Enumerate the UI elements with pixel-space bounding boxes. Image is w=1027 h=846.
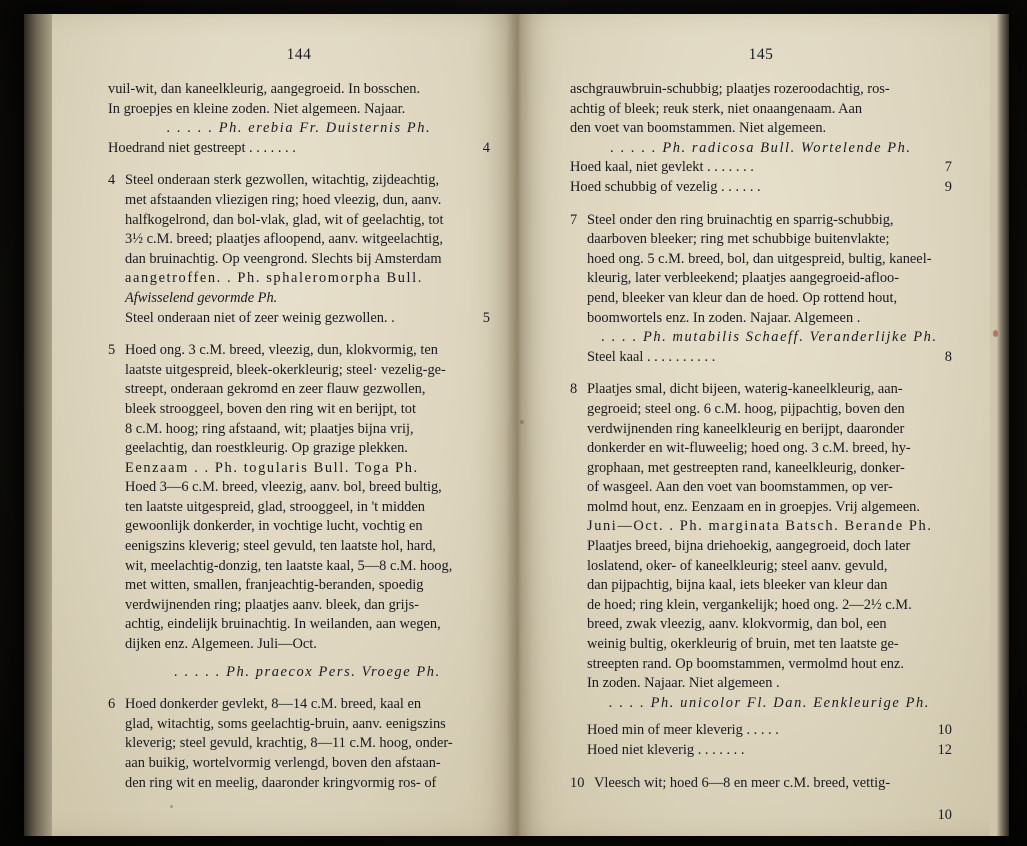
species-reference: . . . . . Ph. radicosa Bull. Wortelende Ph. xyxy=(610,139,912,156)
entry-line: In groepjes en kleine zoden. Niet algemeen. Najaar. xyxy=(108,100,406,117)
catch-number: 10 xyxy=(937,807,952,824)
entry-line: den ring wit en meelig, daaronder kringvormig ros- of xyxy=(125,774,437,791)
entry-6 xyxy=(108,695,490,793)
key-line xyxy=(570,158,952,178)
entry-line: laatste uitgespreid, bleek-okerkleurig; steel· vezelig-ge- xyxy=(125,361,446,378)
entry-line: 3½ c.M. breed; plaatjes afloopend, aanv. witgeelachtig, xyxy=(125,231,443,248)
entry-line: wit, meelachtig-donzig, ten laatste kaal, 5—8 c.M. hoog, xyxy=(125,557,453,574)
species-reference: . . . . Ph. unicolor Fl. Dan. Eenkleurige Ph. xyxy=(609,694,930,711)
book-edge-left xyxy=(24,14,54,836)
entry-line: dan pijpachtig, bijna kaal, iets bleeker van kleur dan xyxy=(587,577,888,594)
entry-line: Steel onder den ring bruinachtig en sparrig-schubbig, xyxy=(587,211,894,228)
page-number-left: 144 xyxy=(286,46,312,63)
key-text: Hoed min of meer kleverig . . . . . xyxy=(587,722,779,739)
species-reference: . . . . . Ph. praecox Pers. Vroege Ph. xyxy=(174,663,441,680)
entry-7 xyxy=(570,211,952,368)
right-page-text-column xyxy=(570,46,952,826)
key-text: Hoed kaal, niet gevlekt . . . . . . . xyxy=(570,159,754,176)
entry-line: den voet van boomstammen. Niet algemeen. xyxy=(570,120,827,137)
entry-4 xyxy=(108,171,490,328)
entry-line: Hoed ong. 3 c.M. breed, vleezig, dun, klokvormig, ten xyxy=(125,342,438,359)
entry-line: gegroeid; steel ong. 6 c.M. hoog, pijpachtig, boven den xyxy=(587,400,905,417)
entry-number: 6 xyxy=(108,696,116,713)
entry-line: geelachtig, dan roestkleurig. Op grazige plekken. xyxy=(125,440,408,457)
species-reference: Eenzaam . . Ph. togularis Bull. Toga Ph. xyxy=(125,459,419,476)
entry-8 xyxy=(570,380,952,760)
entry-number: 5 xyxy=(108,342,116,359)
entry-line: In zoden. Najaar. Niet algemeen . xyxy=(587,675,780,692)
entry-line: achtig, eindelijk bruinachtig. In weilanden, aan wegen, xyxy=(125,616,441,633)
entry-continuation xyxy=(108,80,490,158)
entry-line: of wasgeel. Aan den voet van boomstammen, op ver- xyxy=(587,479,893,496)
key-target-number: 10 xyxy=(937,722,952,739)
entry-number: 4 xyxy=(108,172,116,189)
entry-line: daarboven bleeker; ring met schubbige buitenvlakte; xyxy=(587,231,890,248)
entry-line: achtig of bleek; reuk sterk, niet onaangenaam. Aan xyxy=(570,100,863,117)
entry-line: pend, bleeker van kleur dan de hoed. Op rottend hout, xyxy=(587,289,898,306)
key-line xyxy=(570,178,952,198)
entry-line: eenigszins kleverig; steel gevuld, ten laatste hol, hard, xyxy=(125,538,436,555)
entry-line: verdwijnenden ring kaneelkleurig en berijpt, daaronder xyxy=(587,420,905,437)
entry-10 xyxy=(570,774,952,794)
entry-line: boomwortels enz. In zoden. Najaar. Algemeen . xyxy=(587,309,861,326)
entry-line: verdwijnenden ring; plaatjes aanv. bleek, dan grijs- xyxy=(125,596,419,613)
entry-line: aschgrauwbruin-schubbig; plaatjes rozeroodachtig, ros- xyxy=(570,81,890,97)
entry-line: ten laatste uitgespreid, glad, strooggeel, in 't midden xyxy=(125,498,425,515)
entry-5 xyxy=(108,341,490,682)
left-page-text-column xyxy=(108,46,490,806)
entry-line: Hoed 3—6 c.M. breed, vleezig, aanv. bol, breed bultig, xyxy=(125,479,442,496)
key-line xyxy=(587,348,952,368)
entry-line: Hoed donkerder gevlekt, 8—14 c.M. breed, kaal en xyxy=(125,696,422,713)
entry-line: aangetroffen. . Ph. sphaleromorpha Bull. xyxy=(125,270,423,287)
species-reference: Juni—Oct. . Ph. marginata Batsch. Berande Ph. xyxy=(587,518,933,535)
entry-number: 10 xyxy=(570,774,585,791)
entry-line: met afstaanden vliezigen ring; hoed vleezig, dun, aanv. xyxy=(125,191,442,208)
entry-line: grophaan, met gestreepten rand, kaneelkleurig, donker- xyxy=(587,459,905,476)
key-line xyxy=(587,721,952,741)
entry-line: kleverig; steel gevuld, krachtig, 8—11 c.M. hoog, onder- xyxy=(125,735,453,752)
key-target-number: 9 xyxy=(944,178,952,195)
key-target-number: 8 xyxy=(944,348,952,365)
entry-line: halfkogelrond, dan bol-vlak, glad, wit of geelachtig, tot xyxy=(125,211,444,228)
entry-line: aan buikig, wortelvormig verlengd, boven den afstaan- xyxy=(125,755,441,771)
entry-continuation xyxy=(570,80,952,198)
entry-line: streepten rand. Op boomstammen, vermolmd hout enz. xyxy=(587,655,904,672)
entry-line: bleek strooggeel, boven den ring wit en berijpt, tot xyxy=(125,400,416,417)
entry-line: weinig bultig, okerkleurig of bruin, met ten laatste ge- xyxy=(587,636,899,653)
entry-line: dijken enz. Algemeen. Juli—Oct. xyxy=(125,636,317,653)
key-text: Hoed schubbig of vezelig . . . . . . xyxy=(570,178,761,195)
key-text: Hoedrand niet gestreept . . . . . . . xyxy=(108,139,296,156)
entry-line: Plaatjes breed, bijna driehoekig, aangegroeid, doch later xyxy=(587,538,911,555)
species-reference: . . . . . Ph. erebia Fr. Duisternis Ph. xyxy=(166,120,432,137)
entry-line: Vleesch wit; hoed 6—8 en meer c.M. breed, vettig- xyxy=(594,774,891,791)
entry-line: breed, zwak vleezig, aanv. klokvormig, dan bol, een xyxy=(587,616,887,633)
entry-line: hoed ong. 5 c.M. breed, bol, dan uitgespreid, bultig, kaneel- xyxy=(587,250,932,267)
key-target-number: 12 xyxy=(937,742,952,758)
entry-line: met witten, smallen, franjeachtig-beranden, spoedig xyxy=(125,577,424,594)
entry-line: kleurig, later verbleekend; plaatjes aangegroeid-afloo- xyxy=(587,270,900,287)
key-target-number: 4 xyxy=(482,139,490,156)
key-line xyxy=(108,139,490,159)
entry-line: glad, witachtig, soms geelachtig-bruin, aanv. eenigszins xyxy=(125,715,446,732)
key-text: Steel kaal . . . . . . . . . . xyxy=(587,348,716,365)
entry-line: loslatend, oker- of kaneelkleurig; steel aanv. gevuld, xyxy=(587,557,888,574)
entry-line: gewoonlijk donkerder, in vochtige lucht, vochtig en xyxy=(125,518,423,535)
page-number-right: 145 xyxy=(748,46,774,63)
key-line xyxy=(125,309,490,329)
entry-line: 8 c.M. hoog; ring afstaand, wit; plaatjes bijna vrij, xyxy=(125,420,414,437)
entry-line: Plaatjes smal, dicht bijeen, waterig-kaneelkleurig, aan- xyxy=(587,381,903,398)
entry-number: 7 xyxy=(570,211,578,228)
entry-line: vuil-wit, dan kaneelkleurig, aangegroeid. In bosschen. xyxy=(108,81,421,97)
key-text: Hoed niet kleverig . . . . . . . xyxy=(587,742,745,758)
book-edge-right xyxy=(997,14,1009,836)
key-target-number: 5 xyxy=(482,309,490,326)
entry-line: de hoed; ring klein, vergankelijk; hoed ong. 2—2½ c.M. xyxy=(587,596,912,613)
dutch-name: Afwisselend gevormde Ph. xyxy=(125,289,278,306)
key-line xyxy=(587,741,952,761)
entry-number: 8 xyxy=(570,381,578,398)
entry-line: molmd hout, enz. Eenzaam en in groepjes. Vrij algemeen. xyxy=(587,498,920,515)
entry-line: streept, onderaan gekromd en zeer flauw gezwollen, xyxy=(125,381,426,398)
species-reference: . . . . Ph. mutabilis Schaeff. Veranderlijke Ph. xyxy=(601,329,938,346)
key-text: Steel onderaan niet of zeer weinig gezwollen. . xyxy=(125,309,395,326)
entry-line: dan bruinachtig. Op veengrond. Slechts bij Amsterdam xyxy=(125,250,442,267)
entry-line: Steel onderaan sterk gezwollen, witachtig, zijdeachtig, xyxy=(125,172,440,189)
key-target-number: 7 xyxy=(944,159,952,176)
entry-line: donkerder en wit-fluweelig; hoed ong. 3 c.M. breed, hy- xyxy=(587,440,911,457)
